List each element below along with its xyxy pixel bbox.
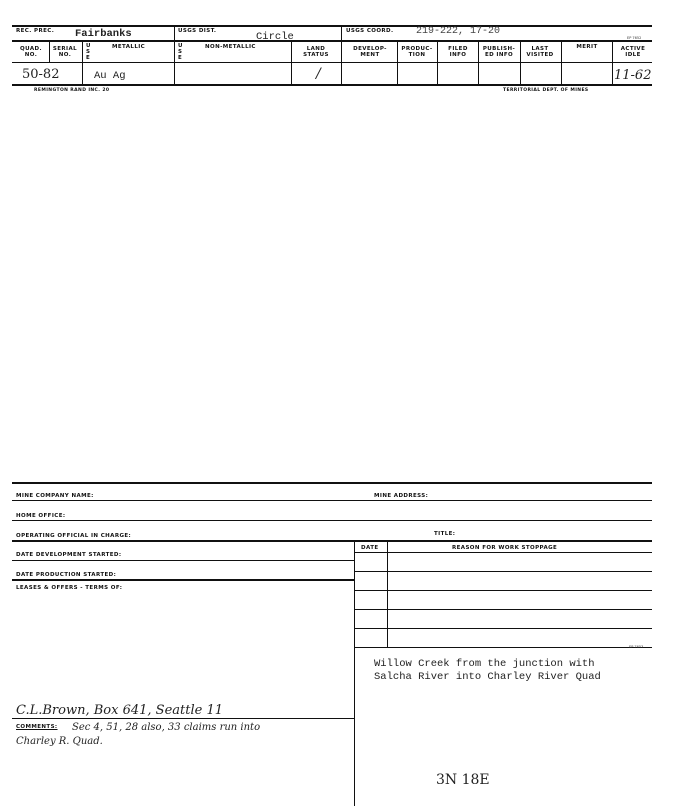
metallic-label: METALLIC — [112, 44, 146, 50]
printer-label: REMINGTON RAND INC. 20 — [34, 88, 110, 93]
divider-v — [397, 41, 398, 84]
date-col-label: DATE — [361, 545, 379, 551]
production-label: PRODUC-TION — [401, 46, 433, 58]
divider-v — [174, 26, 175, 84]
date-dev-label: DATE DEVELOPMENT STARTED: — [16, 552, 122, 558]
rec-prec-label: REC. PREC. — [16, 28, 55, 34]
location-code: 3N 18E — [436, 772, 490, 788]
quad-label: QUAD. NO. — [20, 46, 42, 58]
home-office-line — [12, 520, 652, 521]
divider-v — [82, 41, 83, 84]
company-top-rule — [12, 482, 652, 484]
territorial-label: TERRITORIAL DEPT. OF MINES — [503, 88, 589, 93]
header-bottom-rule — [12, 84, 652, 86]
serial-label: SERIAL NO. — [52, 46, 78, 58]
land-status-label: LAND STATUS — [303, 46, 329, 58]
active-idle-value: 11-62 — [614, 68, 652, 83]
header-mid-rule — [12, 40, 652, 42]
home-office-label: HOME OFFICE: — [16, 513, 66, 519]
company-line — [12, 500, 652, 501]
divider-v — [291, 41, 292, 84]
date-prod-line — [12, 579, 354, 581]
header-top-rule — [12, 25, 652, 27]
reason-label: REASON FOR WORK STOPPAGE — [452, 545, 558, 551]
stoppage-row-line — [355, 628, 652, 629]
nonmetallic-label: NON-METALLIC — [205, 44, 256, 50]
typed-line-2: Salcha River into Charley River Quad — [374, 671, 601, 683]
usgs-dist-label: USGS DIST. — [178, 28, 217, 34]
stoppage-bottom-line — [355, 647, 652, 648]
rec-prec-value: Fairbanks — [75, 28, 132, 40]
use2-label: U S E — [178, 43, 183, 61]
header-row-rule — [12, 62, 652, 63]
land-status-value: / — [316, 66, 321, 82]
metallic-value: Au Ag — [94, 70, 126, 82]
title-label: TITLE: — [434, 531, 456, 537]
stoppage-row-line — [355, 571, 652, 572]
development-label: DEVELOP-MENT — [353, 46, 387, 58]
stoppage-row-line — [355, 590, 652, 591]
merit-label: MERIT — [576, 44, 598, 50]
divider-v — [437, 41, 438, 84]
filed-info-label: FILED INFO — [448, 46, 468, 58]
official-line — [12, 540, 652, 542]
operating-official-label: OPERATING OFFICIAL IN CHARGE: — [16, 533, 132, 539]
last-visited-label: LAST VISITED — [526, 46, 554, 58]
stoppage-row-line — [355, 609, 652, 610]
usgs-dist-value: Circle — [256, 31, 294, 43]
form-number: EP 7652 — [627, 36, 642, 40]
usgs-coord-value: 219-222, 17-20 — [416, 26, 501, 37]
stoppage-left-border — [354, 541, 355, 806]
divider-v — [478, 41, 479, 84]
leases-label: LEASES & OFFERS - TERMS OF: — [16, 585, 123, 591]
comments-label: COMMENTS: — [16, 724, 58, 730]
divider-v — [520, 41, 521, 84]
stoppage-date-divider — [387, 541, 388, 647]
usgs-coord-label: USGS COORD. — [346, 28, 394, 34]
published-info-label: PUBLISH-ED INFO — [482, 46, 516, 58]
divider-v — [341, 26, 342, 84]
date-prod-label: DATE PRODUCTION STARTED: — [16, 572, 117, 578]
typed-line-1: Willow Creek from the junction with — [374, 658, 595, 670]
mine-address-label: MINE ADDRESS: — [374, 493, 429, 499]
comments-line-1: Sec 4, 51, 28 also, 33 claims run into — [72, 722, 261, 733]
comments-rule — [12, 718, 354, 719]
divider-v — [612, 41, 613, 84]
active-idle-label: ACTIVE IDLE — [620, 46, 646, 58]
date-dev-line — [12, 560, 354, 561]
divider-v — [561, 41, 562, 84]
use-label: U S E — [86, 43, 91, 61]
quad-serial-value: 50-82 — [22, 67, 60, 82]
mine-company-label: MINE COMPANY NAME: — [16, 493, 94, 499]
owner-note: C.L.Brown, Box 641, Seattle 11 — [16, 703, 223, 718]
form-number-small: EP 7653 — [629, 645, 644, 649]
comments-line-2: Charley R. Quad. — [16, 736, 103, 747]
stoppage-header-line — [355, 552, 652, 553]
